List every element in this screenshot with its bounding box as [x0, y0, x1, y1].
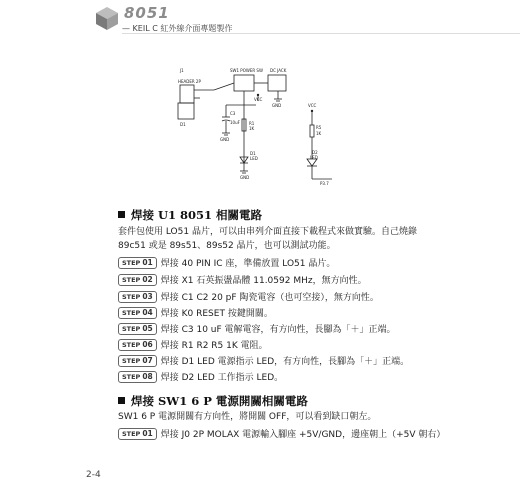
label-gnd1: GND [240, 175, 250, 180]
page-number: 2-4 [86, 470, 101, 480]
label-d1-ref: D1 [180, 122, 186, 127]
step-text: 焊接 X1 石英振盪晶體 11.0592 MHz，無方向性。 [160, 276, 367, 286]
label-dc-jack: DC JACK [270, 68, 287, 73]
step-row [118, 306, 273, 319]
step-text: 焊接 C1 C2 20 pF 陶瓷電容（也可空接），無方向性。 [160, 293, 379, 303]
step-badge: STEP 01 [118, 257, 157, 269]
step-row [118, 370, 283, 383]
section1-intro-line2: 89c51 或是 89s51、89s52 晶片，也可以測試功能。 [118, 241, 336, 251]
section2-title: 焊接 SW1 6 P 電源開關相關電路 [131, 394, 308, 408]
step-badge: STEP 04 [118, 307, 157, 319]
section1-intro-line1: 套件包使用 LO51 晶片，可以由串列介面直接下載程式來做實驗。自己燒錄 [118, 227, 417, 237]
step-row [118, 290, 379, 303]
step-text: 焊接 D2 LED 工作指示 LED。 [160, 373, 284, 383]
step-text: 焊接 J0 2P MOLAX 電源輸入腳座 +5V/GND，邊座朝上（+5V 朝右） [160, 430, 446, 440]
label-j1: J1 [180, 68, 184, 73]
label-d2: D2 [312, 150, 318, 155]
square-bullet-icon [118, 211, 125, 218]
label-c3: C3 [230, 111, 236, 116]
step-badge: STEP 03 [118, 291, 157, 303]
power-circuit-schematic [170, 55, 350, 195]
step-badge: STEP 01 [118, 428, 157, 440]
label-r5: R5 [316, 125, 322, 130]
step-row [118, 338, 268, 351]
cube-logo-icon [94, 5, 120, 31]
step-badge: STEP 06 [118, 339, 157, 351]
step-badge: STEP 07 [118, 355, 157, 367]
label-c3-val: 10uF [230, 120, 240, 125]
brand-title: 8051 [124, 4, 170, 22]
label-r1-val: 1K [249, 126, 255, 131]
label-p37: P3.7 [320, 181, 329, 186]
section1-intro [118, 225, 418, 253]
step-text: 焊接 K0 RESET 按鍵開關。 [160, 309, 273, 319]
step-row [118, 322, 396, 335]
header-rule [122, 33, 520, 34]
label-r5-val: 1K [316, 131, 322, 136]
step-text: 焊接 R1 R2 R5 1K 電阻。 [160, 341, 268, 351]
step-row [118, 427, 445, 440]
step-badge: STEP 05 [118, 323, 157, 335]
label-vcc1: VCC [254, 97, 263, 102]
step-row [118, 354, 409, 367]
step-badge: STEP 02 [118, 274, 157, 286]
step-text: 焊接 40 PIN IC 座，準備放置 LO51 晶片。 [160, 259, 336, 269]
section2-intro: SW1 6 P 電源開關有方向性，將開關 OFF，可以看到缺口朝左。 [118, 412, 377, 422]
label-d2-type: LED [310, 155, 318, 160]
section2-heading [118, 393, 308, 409]
section1-heading [118, 207, 262, 223]
label-gnd3: GND [272, 103, 282, 108]
label-sw1: SW1 POWER SW [230, 68, 263, 73]
label-r1: R1 [249, 121, 255, 126]
step-badge: STEP 08 [118, 371, 157, 383]
label-vcc2: VCC [308, 103, 317, 108]
section1-title: 焊接 U1 8051 相關電路 [131, 208, 263, 222]
step-row [118, 273, 367, 286]
label-led1: D1 [250, 151, 256, 156]
label-gnd2: GND [220, 137, 230, 142]
step-row [118, 256, 335, 269]
label-header: HEADER 2P [178, 79, 201, 84]
step-text: 焊接 C3 10 uF 電解電容，有方向性，長腳為「＋」正端。 [160, 325, 396, 335]
label-led1-type: LED [250, 156, 258, 161]
square-bullet-icon [118, 397, 125, 404]
book-subtitle: — KEIL C 紅外線介面專題製作 [122, 24, 233, 33]
step-text: 焊接 D1 LED 電源指示 LED，有方向性，長腳為「＋」正端。 [160, 357, 410, 367]
page-header [0, 0, 520, 38]
